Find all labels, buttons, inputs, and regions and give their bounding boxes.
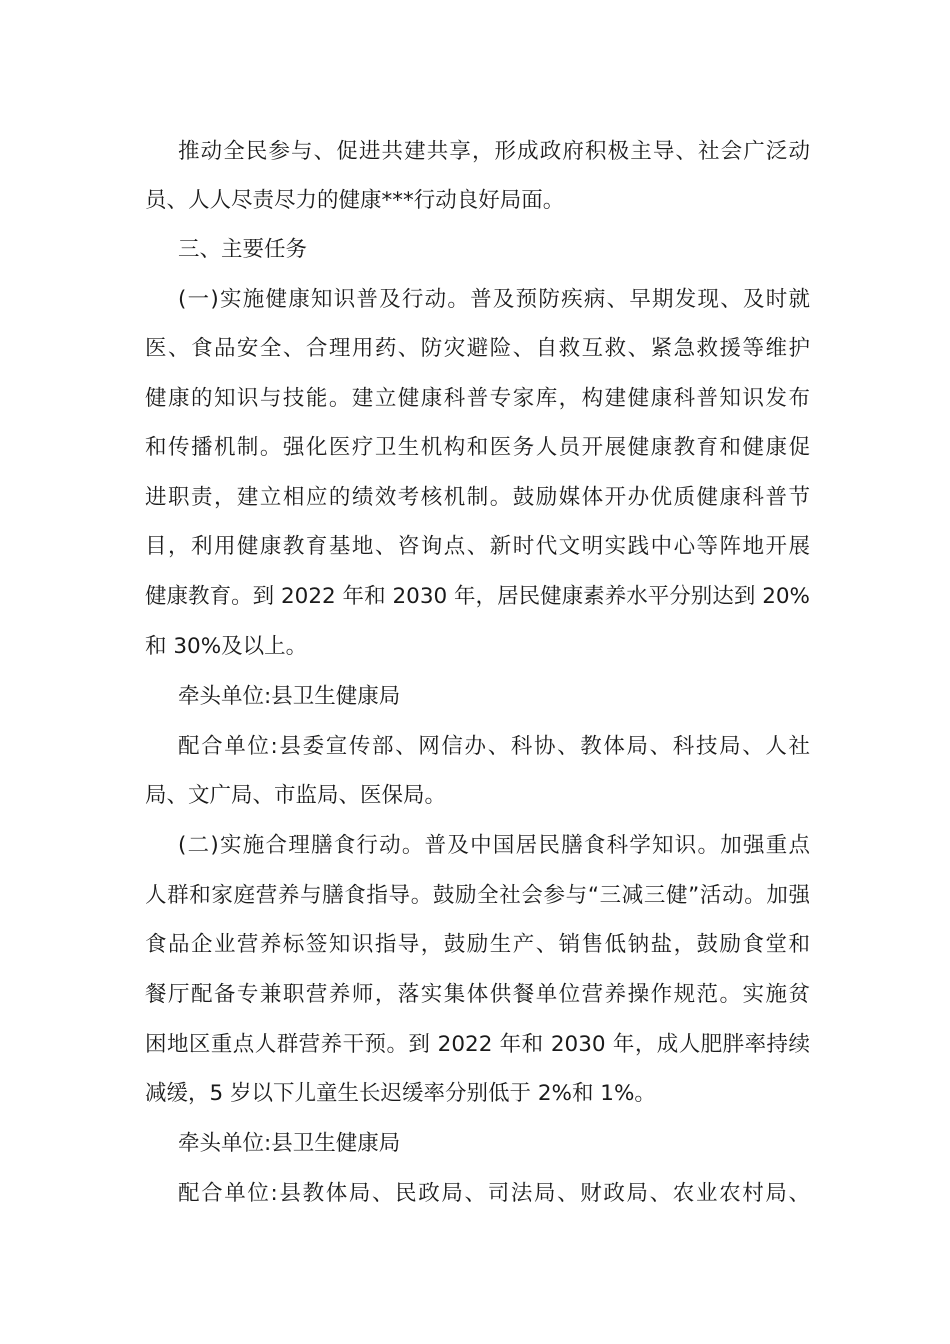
paragraph-line: 和 30%及以上。 — [145, 634, 308, 659]
paragraph-line: 健康教育。到 2022 年和 2030 年，居民健康素养水平分别达到 20% — [145, 584, 810, 609]
section-heading: 三、主要任务 — [178, 237, 308, 262]
paragraph-line: 进职责，建立相应的绩效考核机制。鼓励媒体开办优质健康科普节 — [145, 485, 810, 510]
paragraph-line: 医、食品安全、合理用药、防灾避险、自救互救、紧急救援等维护 — [145, 336, 810, 361]
paragraph-line: 餐厅配备专兼职营养师，落实集体供餐单位营养操作规范。实施贫 — [145, 982, 810, 1007]
cooperating-unit-line: 配合单位:县教体局、民政局、司法局、财政局、农业农村局、 — [178, 1181, 810, 1206]
paragraph-line: 目，利用健康教育基地、咨询点、新时代文明实践中心等阵地开展 — [145, 534, 810, 559]
paragraph-line: 困地区重点人群营养干预。到 2022 年和 2030 年，成人肥胖率持续 — [145, 1032, 810, 1057]
lead-unit-line: 牵头单位:县卫生健康局 — [178, 684, 401, 709]
paragraph-line: 人群和家庭营养与膳食指导。鼓励全社会参与“三减三健”活动。加强 — [145, 883, 810, 908]
paragraph-line: 食品企业营养标签知识指导，鼓励生产、销售低钠盐，鼓励食堂和 — [145, 932, 810, 957]
cooperating-unit-line: 配合单位:县委宣传部、网信办、科协、教体局、科技局、人社 — [178, 734, 810, 759]
paragraph-line: 推动全民参与、促进共建共享，形成政府积极主导、社会广泛动 — [178, 139, 810, 164]
paragraph-line: 局、文广局、市监局、医保局。 — [145, 783, 447, 808]
paragraph-line: (一)实施健康知识普及行动。普及预防疾病、早期发现、及时就 — [178, 287, 810, 312]
paragraph-line: (二)实施合理膳食行动。普及中国居民膳食科学知识。加强重点 — [178, 833, 810, 858]
paragraph-line: 和传播机制。强化医疗卫生机构和医务人员开展健康教育和健康促 — [145, 435, 810, 460]
lead-unit-line: 牵头单位:县卫生健康局 — [178, 1131, 401, 1156]
paragraph-line: 减缓，5 岁以下儿童生长迟缓率分别低于 2%和 1%。 — [145, 1081, 656, 1106]
paragraph-line: 员、人人尽责尽力的健康***行动良好局面。 — [145, 188, 565, 213]
paragraph-line: 健康的知识与技能。建立健康科普专家库，构建健康科普知识发布 — [145, 386, 810, 411]
